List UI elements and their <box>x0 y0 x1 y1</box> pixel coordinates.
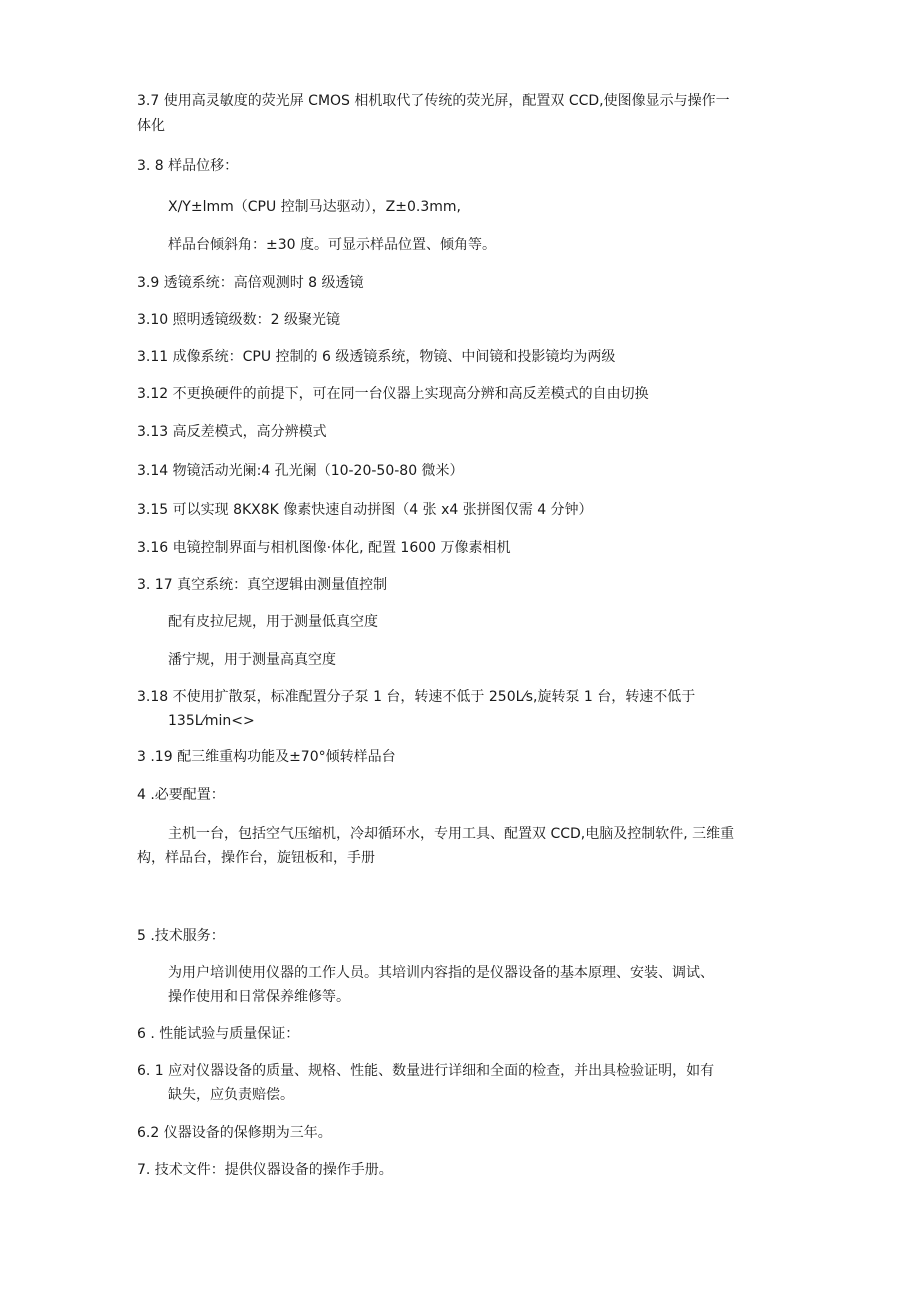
clause-3-10: 3.10 照明透镜级数：2 级聚光镜 <box>137 312 340 328</box>
clause-3-19: 3 .19 配三维重构功能及±70°倾转样品台 <box>137 749 396 765</box>
clause-6-1-line-1: 6. 1 应对仪器设备的质量、规格、性能、数量进行详细和全面的检查，并出具检验证明，如有 <box>137 1063 715 1079</box>
clause-3-14: 3.14 物镜活动光阑:4 孔光阑（10-20-50-80 微米） <box>137 463 464 479</box>
clause-3-11: 3.11 成像系统：CPU 控制的 6 级透镜系统，物镜、中间镜和投影镜均为两级 <box>137 349 616 365</box>
section-6-heading: 6 . 性能试验与质量保证： <box>137 1026 300 1042</box>
clause-3-7-line-2: 体化 <box>137 118 165 134</box>
section-5-body-line-2: 操作使用和日常保养维修等。 <box>168 989 350 1005</box>
clause-3-9: 3.9 透镜系统：高倍观测时 8 级透镜 <box>137 275 364 291</box>
clause-3-15: 3.15 可以实现 8KX8K 像素快速自动拼图（4 张 x4 张拼图仅需 4 分钟） <box>137 502 593 518</box>
clause-3-18-line-1: 3.18 不使用扩散泵，标准配置分子泵 1 台，转速不低于 250L⁄s,旋转泵 1 台，转速不低于 <box>137 689 696 705</box>
clause-3-8-xyz-range: X/Y±lmm（CPU 控制马达驱动），Z±0.3mm, <box>168 199 461 215</box>
section-7: 7. 技术文件：提供仪器设备的操作手册。 <box>137 1162 393 1178</box>
clause-6-2: 6.2 仪器设备的保修期为三年。 <box>137 1125 332 1141</box>
clause-3-17-penning-gauge: 潘宁规，用于测量高真空度 <box>168 652 336 668</box>
clause-3-18-line-2: 135L⁄min<> <box>168 713 255 729</box>
clause-3-7-line-1: 3.7 使用高灵敏度的荧光屏 CMOS 相机取代了传统的荧光屏，配置双 CCD,使图像显示与操作一 <box>137 93 730 109</box>
clause-3-13: 3.13 高反差模式，高分辨模式 <box>137 424 327 440</box>
clause-3-8-tilt-angle: 样品台倾斜角：±30 度。可显示样品位置、倾角等。 <box>168 237 496 253</box>
section-5-heading: 5 .技术服务： <box>137 928 225 944</box>
clause-3-12: 3.12 不更换硬件的前提下，可在同一台仪器上实现高分辨和高反差模式的自由切换 <box>137 386 649 402</box>
clause-3-16: 3.16 电镜控制界面与相机图像·体化, 配置 1600 万像素相机 <box>137 540 511 556</box>
section-5-body-line-1: 为用户培训使用仪器的工作人员。其培训内容指的是仪器设备的基本原理、安装、调试、 <box>168 965 714 981</box>
clause-3-8-heading: 3. 8 样品位移： <box>137 158 239 174</box>
section-4-heading: 4 .必要配置： <box>137 787 225 803</box>
section-4-body-line-1: 主机一台，包括空气压缩机，冷却循环水，专用工具、配置双 CCD,电脑及控制软件, 三维重 <box>168 826 735 842</box>
section-4-body-line-2: 构，样品台，操作台，旋钮板和，手册 <box>137 850 375 866</box>
clause-3-17-pirani-gauge: 配有皮拉尼规，用于测量低真空度 <box>168 614 378 630</box>
clause-3-17-heading: 3. 17 真空系统：真空逻辑由测量值控制 <box>137 577 388 593</box>
clause-6-1-line-2: 缺失，应负责赔偿。 <box>168 1087 294 1103</box>
